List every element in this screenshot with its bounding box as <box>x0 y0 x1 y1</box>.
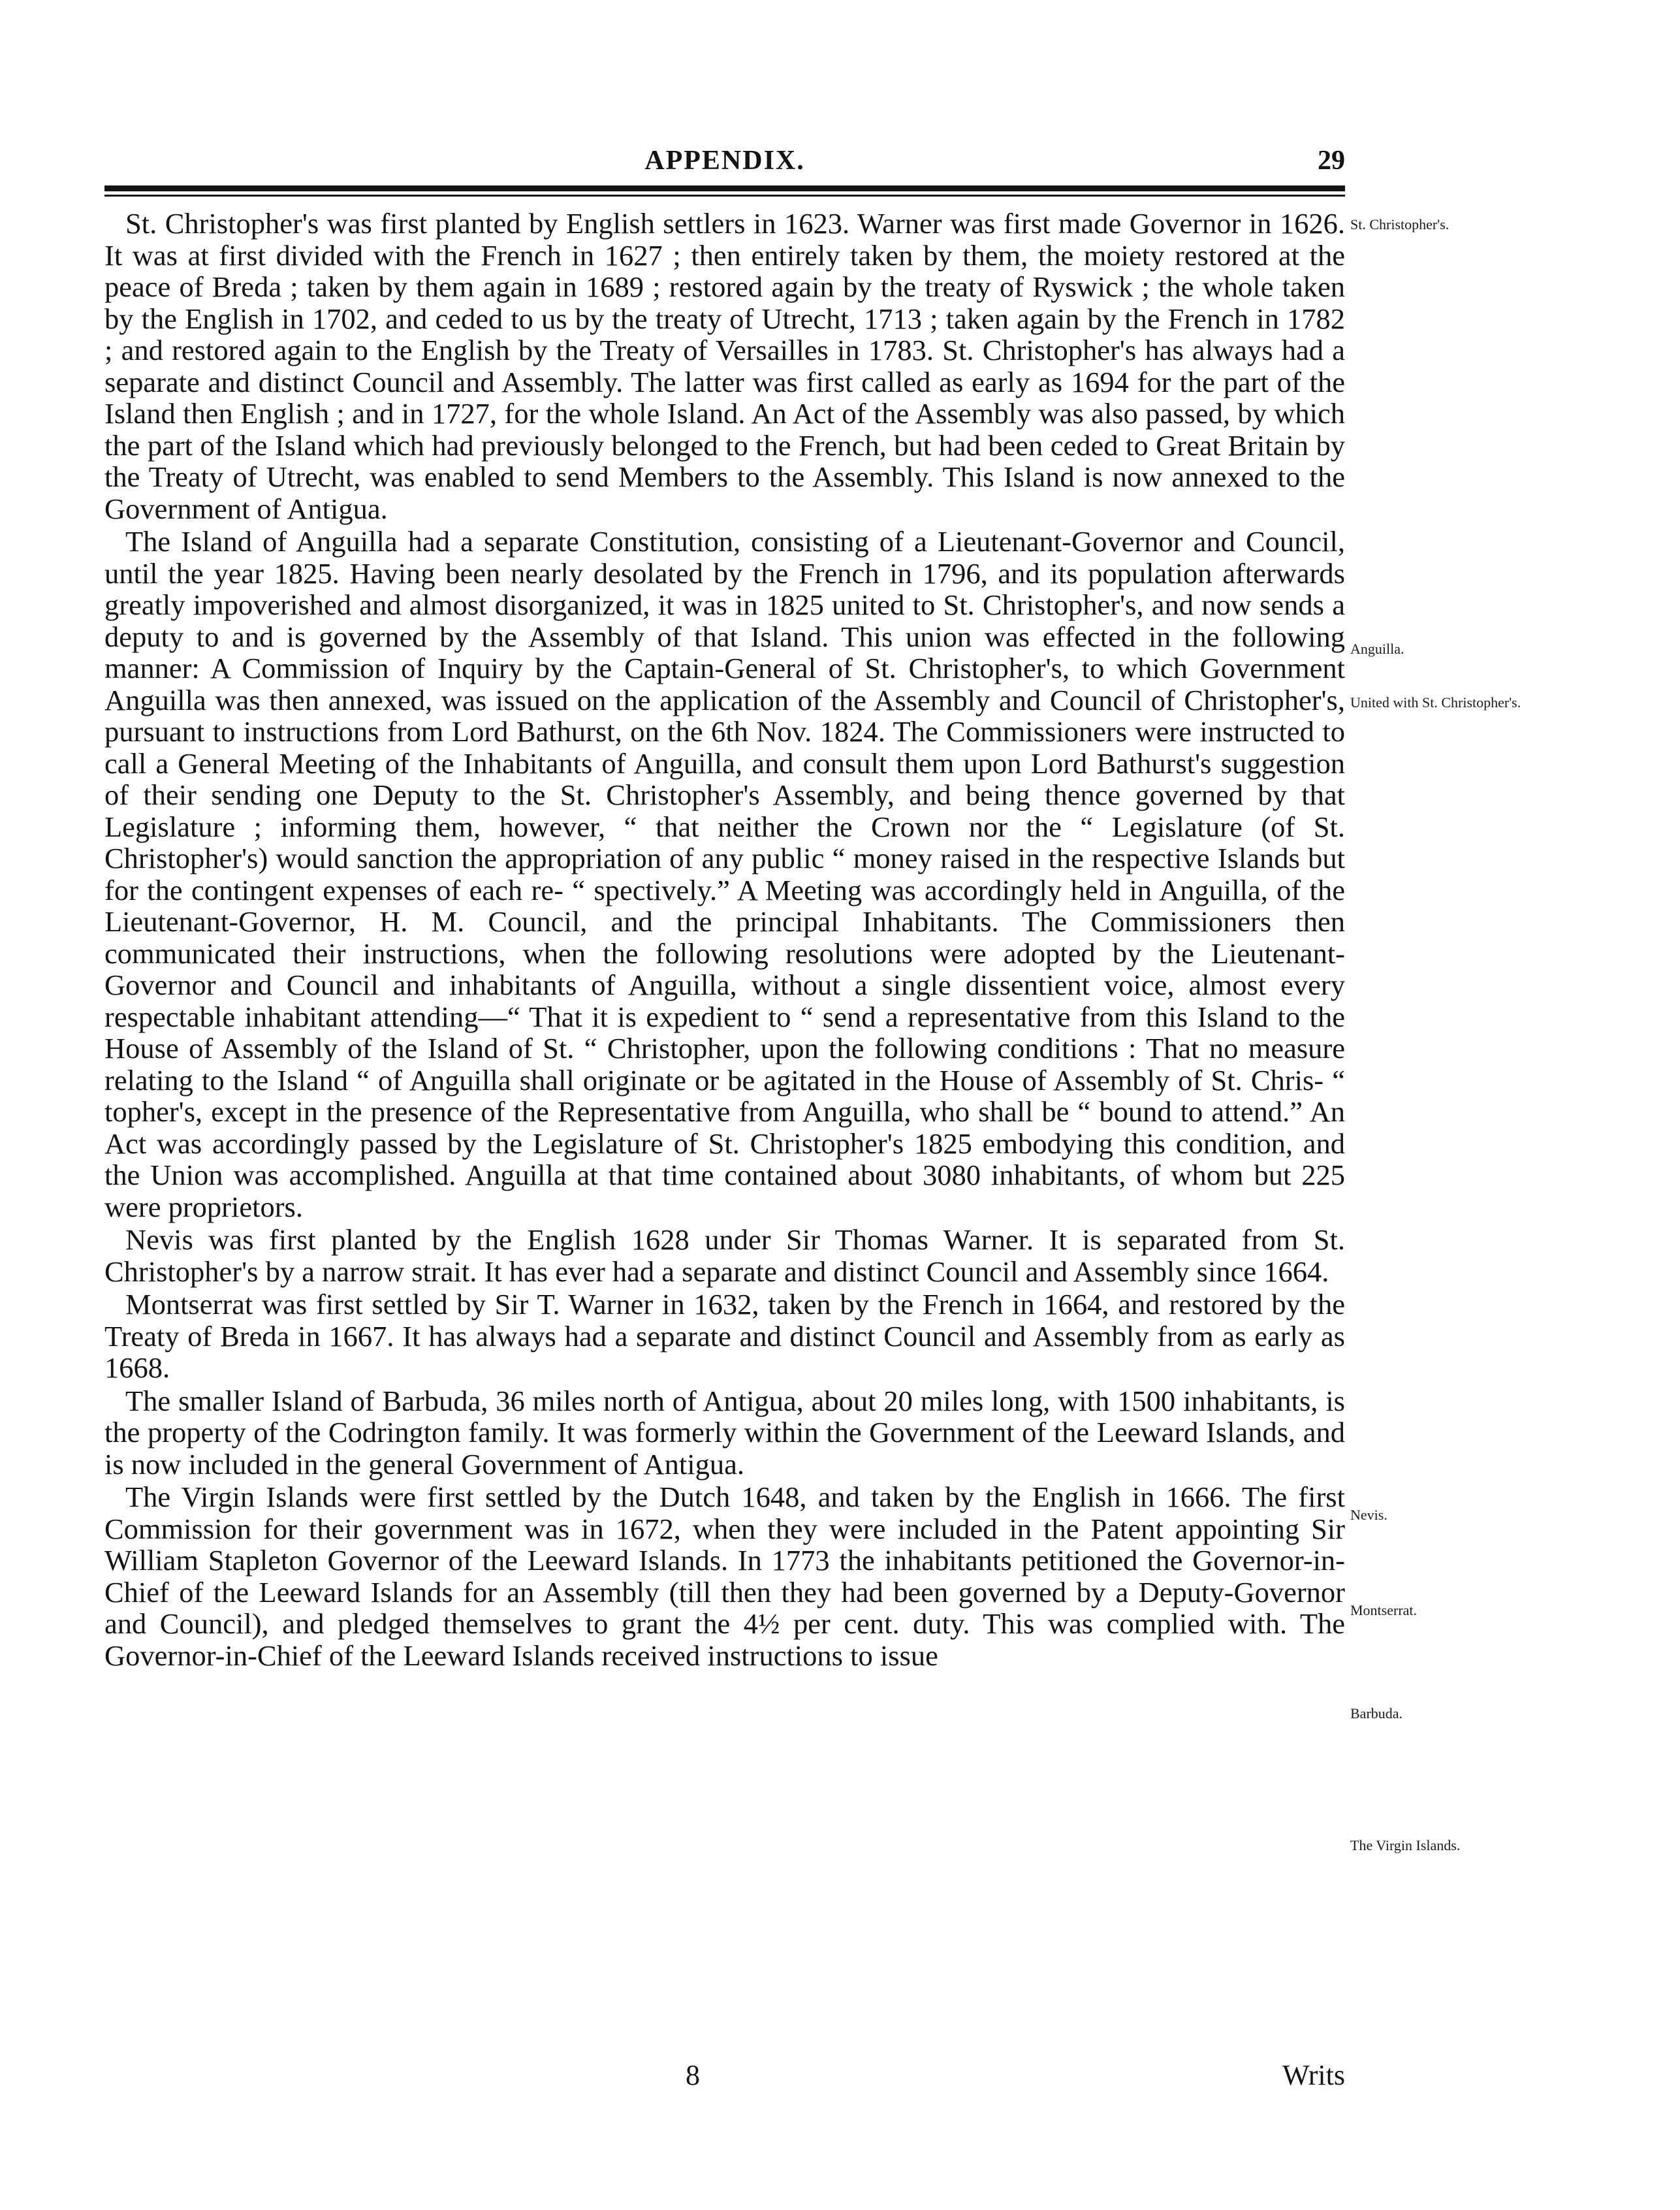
margin-note-united-with: United with St. Christopher's. <box>1350 694 1521 711</box>
page-header <box>104 145 1345 179</box>
margin-note-montserrat: Montserrat. <box>1350 1602 1418 1618</box>
paragraph-nevis: Nevis was first planted by the English 1628 under Sir Thomas Warner. It is separated from St. Christopher's by a narrow strait. It has ever had a separate and distinct Council and Assembly since 1664. <box>104 1223 1345 1288</box>
signature-mark: 8 <box>686 2059 700 2091</box>
paragraph-barbuda: The smaller Island of Barbuda, 36 miles north of Antigua, about 20 miles long, with 1500 inhabitants, is the property of the Codrington family. It was formerly within the Government of the Leeward Islands, and is now included in the general Government of Antigua. <box>104 1384 1345 1481</box>
catchword: Writs <box>1282 2059 1345 2091</box>
main-text <box>104 208 1345 1673</box>
running-title: APPENDIX. <box>644 146 805 176</box>
margin-note-barbuda: Barbuda. <box>1350 1705 1403 1722</box>
margin-note-st-christophers: St. Christopher's. <box>1350 216 1450 232</box>
margin-note-virgin-islands: The Virgin Islands. <box>1350 1837 1461 1853</box>
header-rule-thin <box>104 195 1345 197</box>
header-rule-thick <box>104 185 1345 191</box>
page-footer <box>104 2058 1345 2092</box>
paragraph-anguilla: The Island of Anguilla had a separate Constitution, consisting of a Lieutenant-Governor and Council, until the year 1825. Having been nearly desolated by the French in 1796, and its population afterwards greatly impoverished and almost disorganized, it was in 1825 united to St. Christopher's, and now sends a deputy to and is governed by the Assembly of that Island. This union was effected in the following manner: A Commission of Inquiry by the Captain-General of St. Christopher's, to which Government Anguilla was then annexed, was issued on the application of the Assembly and Council of Christopher's, pursuant to instructions from Lord Bathurst, on the 6th Nov. 1824. The Commissioners were instructed to call a General Meeting of the Inhabitants of Anguilla, and consult them upon Lord Bathurst's suggestion of their sending one Deputy to the St. Christopher's Assembly, and being thence governed by that Legislature ; informing them, however, “ that neither the Crown nor the “ Legislature (of St. Christopher's) would sanction the appropriation of any public “ money raised in the respective Islands but for the contingent expenses of each re- “ spectively.” A Meeting was accordingly held in Anguilla, of the Lieutenant-Governor, H. M. Council, and the principal Inhabitants. The Commissioners then communicated their instructions, when the following resolutions were adopted by the Lieutenant-Governor and Council and inhabitants of Anguilla, without a single dissentient voice, almost every respectable inhabitant attending—“ That it is expedient to “ send a representative from this Island to the House of Assembly of the Island of St. “ Christopher, upon the following conditions : That no measure relating to the Island “ of Anguilla shall originate or be agitated in the House of Assembly of St. Chris- “ topher's, except in the presence of the Representative from Anguilla, who shall be “ bound to attend.” An Act was accordingly passed by the Legislature of St. Christopher's 1825 embodying this condition, and the Union was accomplished. Anguilla at that time contained about 3080 inhabitants, of whom but 225 were proprietors. <box>104 525 1345 1223</box>
page-number: 29 <box>1318 146 1345 176</box>
margin-note-nevis: Nevis. <box>1350 1507 1387 1523</box>
paragraph-virgin-islands: The Virgin Islands were first settled by the Dutch 1648, and taken by the English in 1666. The first Commission for their government was in 1672, when they were included in the Patent appointing Sir William Stapleton Governor of the Leeward Islands. In 1773 the inhabitants petitioned the Governor-in-Chief of the Leeward Islands for an Assembly (till then they had been governed by a Deputy-Governor and Council), and pledged themselves to grant the 4½ per cent. duty. This was complied with. The Governor-in-Chief of the Leeward Islands received instructions to issue <box>104 1481 1345 1672</box>
paragraph-montserrat: Montserrat was first settled by Sir T. Warner in 1632, taken by the French in 1664, and restored by the Treaty of Breda in 1667. It has always had a separate and distinct Council and Assembly from as early as 1668. <box>104 1288 1345 1384</box>
paragraph-st-christophers: St. Christopher's was first planted by English settlers in 1623. Warner was first made Governor in 1626. It was at first divided with the French in 1627 ; then entirely taken by them, the moiety restored at the peace of Breda ; taken by them again in 1689 ; restored again by the treaty of Ryswick ; the whole taken by the English in 1702, and ceded to us by the treaty of Utrecht, 1713 ; taken again by the French in 1782 ; and restored again to the English by the Treaty of Versailles in 1783. St. Christopher's has always had a separate and distinct Council and Assembly. The latter was first called as early as 1694 for the part of the Island then English ; and in 1727, for the whole Island. An Act of the Assembly was also passed, by which the part of the Island which had previously belonged to the French, but had been ceded to Great Britain by the Treaty of Utrecht, was enabled to send Members to the Assembly. This Island is now annexed to the Government of Antigua. <box>104 207 1345 525</box>
margin-note-anguilla: Anguilla. <box>1350 641 1404 657</box>
